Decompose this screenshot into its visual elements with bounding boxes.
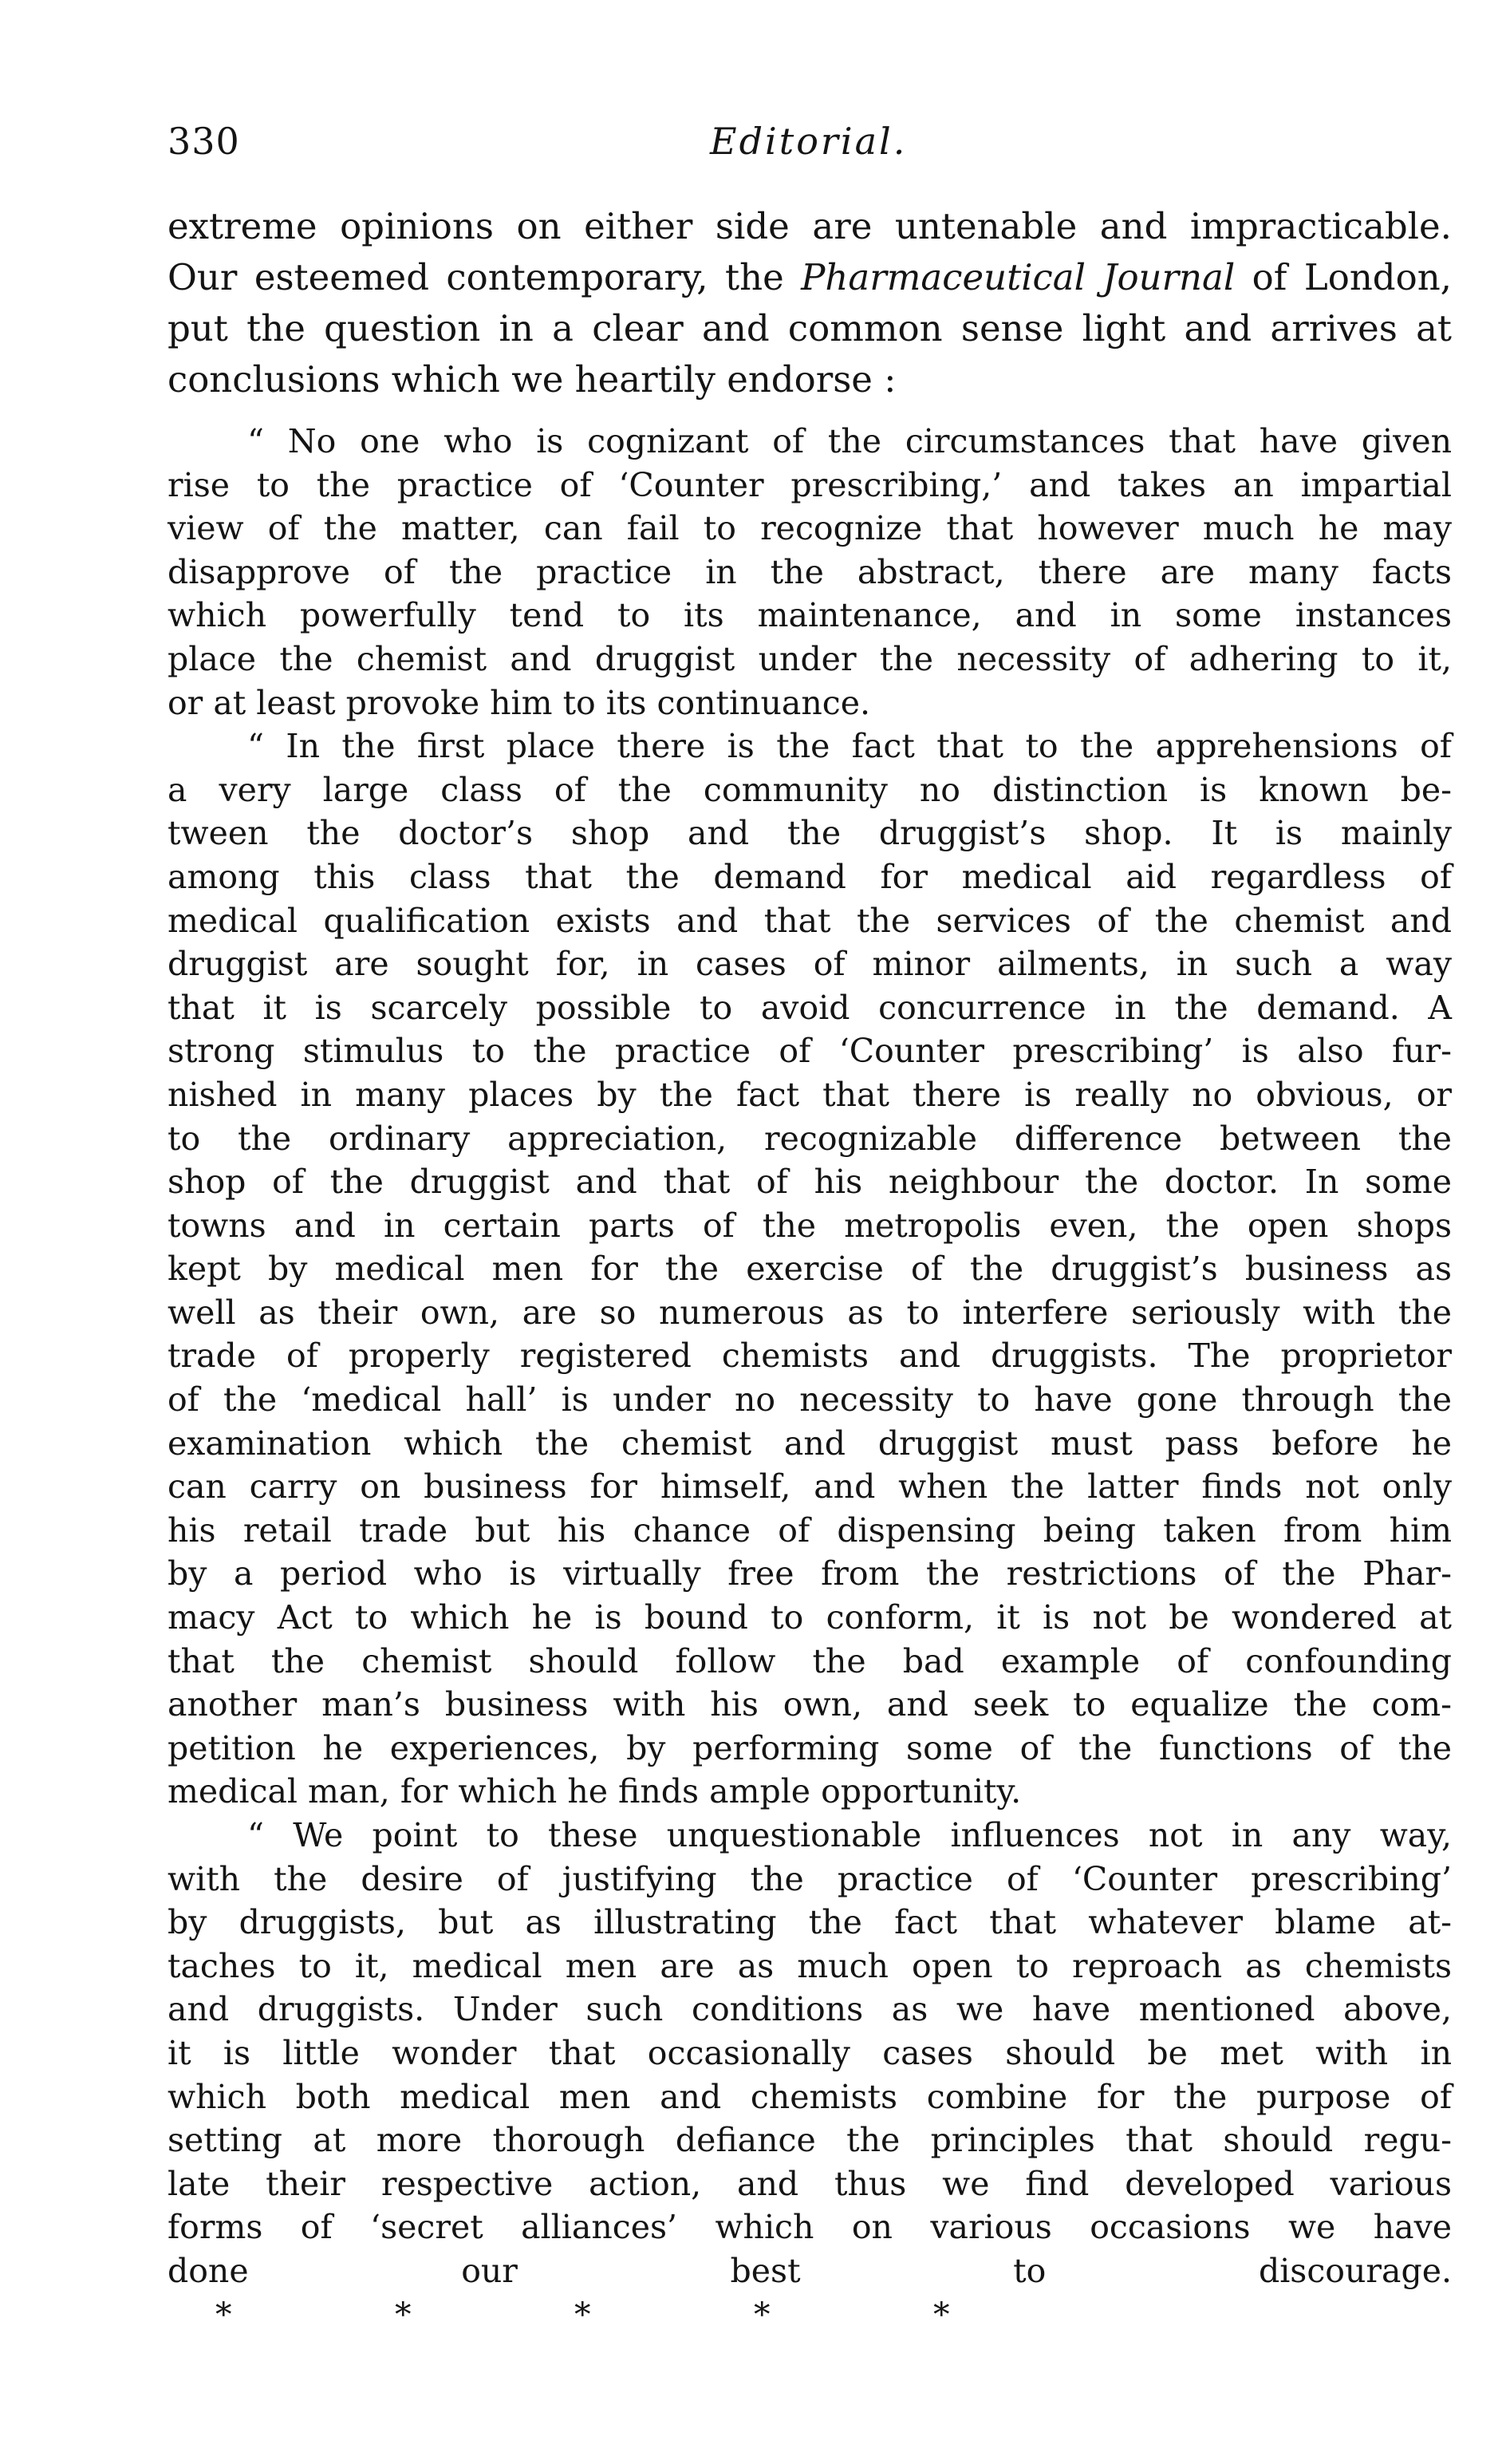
text-line: of the ‘medical hall’ is under no necessity to have gone through the (168, 1380, 1452, 1420)
text-line: that the chemist should follow the bad example of confounding (168, 1641, 1452, 1680)
text-line: or at least provoke him to its continuance. (168, 683, 870, 722)
text-line: with the desire of justifying the practice of ‘Counter prescribing’ (168, 1859, 1452, 1898)
text-line: “ No one who is cognizant of the circumstances that have given (247, 422, 1452, 460)
asterisk: * (754, 2295, 771, 2334)
intro-paragraph (168, 201, 1452, 405)
text-line: petition he experiences, by performing some of the functions of the (168, 1728, 1452, 1767)
text-line: among this class that the demand for medical aid regardless of (168, 857, 1452, 896)
text-line: well as their own, are so numerous as to interfere seriously with the (168, 1293, 1452, 1332)
text-line: examination which the chemist and druggist must pass before he (168, 1424, 1452, 1463)
asterisk: * (574, 2295, 591, 2334)
quote-paragraph-2 (168, 725, 1452, 1814)
text-line: taches to it, medical men are as much open to reproach as chemists (168, 1946, 1452, 1985)
text-line: to the ordinary appreciation, recognizable difference between the (168, 1119, 1452, 1158)
text-line: it is little wonder that occasionally cases should be met with in (168, 2033, 1452, 2072)
text-line: rise to the practice of ‘Counter prescribing,’ and takes an impartial (168, 465, 1452, 504)
text-line: by druggists, but as illustrating the fact that whatever blame at- (168, 1903, 1452, 1942)
asterism (215, 2293, 1113, 2337)
text-line (168, 2249, 1452, 2336)
text-line: tween the doctor’s shop and the druggist’s shop. It is mainly (168, 814, 1452, 853)
text-line: setting at more thorough defiance the principles that should regu- (168, 2121, 1452, 2160)
text-span: of London, (1235, 256, 1452, 298)
text-line: extreme opinions on either side are untenable and impracticable. (168, 205, 1452, 247)
quote-paragraph-1 (168, 420, 1452, 725)
text-line: disapprove of the practice in the abstract, there are many facts (168, 552, 1452, 591)
text-line: view of the matter, can fail to recognize that however much he may (168, 509, 1452, 548)
text-line: trade of properly registered chemists and druggists. The proprietor (168, 1337, 1452, 1376)
text-line: medical man, for which he finds ample opportunity. (168, 1772, 1022, 1811)
text-line: can carry on business for himself, and when the latter finds not only (168, 1467, 1452, 1506)
text-span: Our esteemed contemporary, the (168, 256, 802, 298)
journal-title: Pharmaceutical Journal (801, 256, 1236, 298)
asterisk: * (395, 2295, 412, 2334)
text-line: place the chemist and druggist under the necessity of adhering to it, (168, 639, 1452, 678)
text-line: by a period who is virtually free from the restrictions of the Phar- (168, 1554, 1452, 1593)
text-line: late their respective action, and thus we find developed various (168, 2164, 1452, 2203)
text-line: put the question in a clear and common sense light and arrives at (168, 307, 1452, 349)
asterisk: * (215, 2295, 232, 2334)
text-line: “ In the first place there is the fact that to the apprehensions of (247, 727, 1452, 766)
text-line: forms of ‘secret alliances’ which on various occasions we have (168, 2208, 1452, 2247)
text-line: macy Act to which he is bound to conform, it is not be wondered at (168, 1598, 1452, 1637)
text-line: which both medical men and chemists combine for the purpose of (168, 2077, 1452, 2116)
text-line: strong stimulus to the practice of ‘Counter prescribing’ is also fur- (168, 1032, 1452, 1071)
asterisk: * (933, 2295, 950, 2334)
text-line: towns and in certain parts of the metropolis even, the open shops (168, 1206, 1452, 1245)
text-line: shop of the druggist and that of his neighbour the doctor. In some (168, 1163, 1452, 1202)
running-head: Editorial. (710, 120, 908, 163)
document-page (168, 120, 1452, 2336)
text-line: medical qualification exists and that the services of the chemist and (168, 901, 1452, 940)
text-line: another man’s business with his own, and seek to equalize the com- (168, 1685, 1452, 1724)
block-quote (168, 420, 1452, 2336)
text-line: conclusions which we heartily endorse : (168, 358, 897, 401)
text-line: druggist are sought for, in cases of minor ailments, in such a way (168, 945, 1452, 984)
text-line: a very large class of the community no distinction is known be- (168, 770, 1452, 809)
text-line: his retail trade but his chance of dispensing being taken from him (168, 1510, 1452, 1550)
quote-paragraph-3 (168, 1814, 1452, 2336)
text-line: “ We point to these unquestionable influences not in any way, (247, 1816, 1452, 1854)
text-span: done our best to discourage. (168, 2251, 1452, 2290)
page-number: 330 (168, 120, 240, 163)
text-line: that it is scarcely possible to avoid concurrence in the demand. A (168, 988, 1452, 1027)
text-line: and druggists. Under such conditions as we have mentioned above, (168, 1990, 1452, 2029)
text-line: kept by medical men for the exercise of the druggist’s business as (168, 1250, 1452, 1289)
text-line (168, 252, 1452, 303)
text-line: which powerfully tend to its maintenance, and in some instances (168, 596, 1452, 635)
page-header (168, 120, 1452, 184)
text-line: nished in many places by the fact that there is really no obvious, or (168, 1075, 1452, 1114)
